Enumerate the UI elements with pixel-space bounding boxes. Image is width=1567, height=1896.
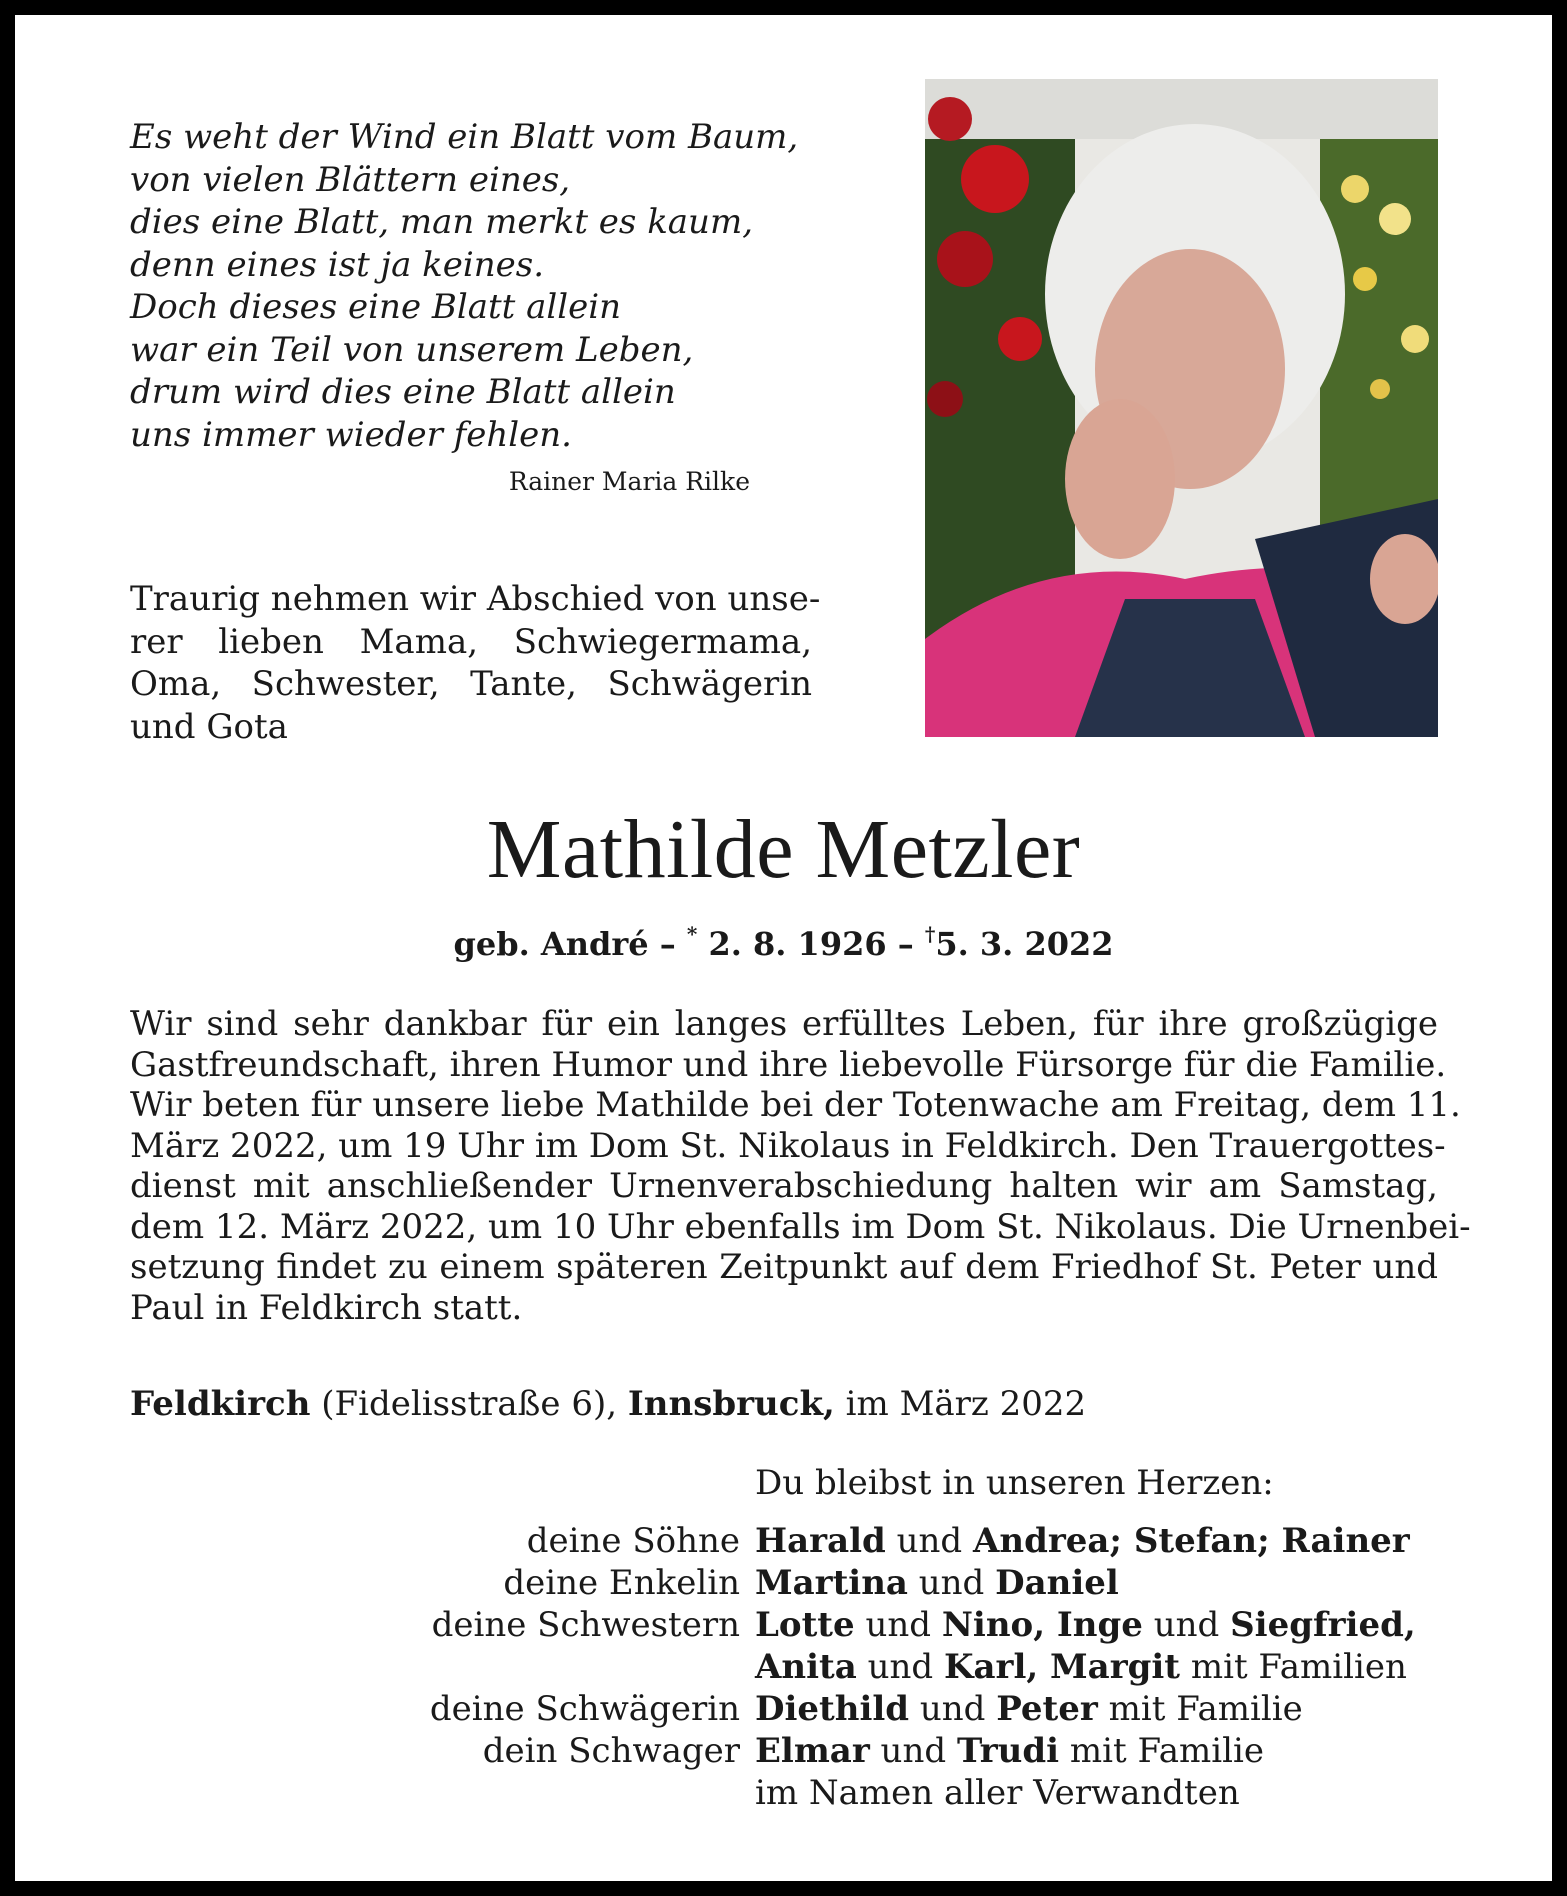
mourner-connector: mit Familie [1097,1689,1303,1729]
birth-death-dates [0,924,1567,964]
mourner-name: Nino, Inge [941,1605,1143,1645]
mourner-name: Peter [996,1689,1098,1729]
body-line: dienst mit anschließender Urnenverabschiedung halten wir am Samstag, [130,1166,1438,1206]
body-line: setzung findet zu einem späteren Zeitpunkt auf dem Friedhof St. Peter und [130,1247,1438,1287]
mourner-connector: und [869,1731,957,1771]
mourner-names [755,1604,1416,1646]
announcement-text [130,1004,1471,1328]
mourner-connector: mit Familie [1059,1731,1265,1771]
body-line: dem 12. März 2022, um 10 Uhr ebenfalls im Dom St. Nikolaus. Die Urnenbei- [130,1206,1471,1247]
mourner-name: Anita [755,1647,857,1687]
death-symbol: † [924,922,936,946]
month-year: im März 2022 [845,1384,1087,1424]
mourner-names [755,1688,1303,1730]
mourner-relation [380,1646,755,1688]
mourner-connector: und [909,1689,997,1729]
deceased-name: Mathilde Metzler [486,803,1081,896]
death-date: 5. 3. 2022 [935,925,1114,963]
mourner-names [755,1520,1410,1562]
farewell-greeting: Du bleibst in unseren Herzen: [755,1463,1274,1503]
mourner-names [755,1730,1264,1772]
body-line: Wir sind sehr dankbar für ein langes erfülltes Leben, für ihre großzügige [130,1004,1438,1044]
body-line: Gastfreundschaft, ihren Humor und ihre liebevolle Fürsorge für die Familie. [130,1044,1447,1085]
mourner-connector: und [854,1605,942,1645]
poem-line: uns immer wieder fehlen. [130,414,572,455]
mourner-row [380,1604,1440,1646]
mourner-connector: im Namen aller Verwandten [755,1773,1240,1813]
poem-line: Es weht der Wind ein Blatt vom Baum, [130,117,799,157]
body-line: März 2022, um 19 Uhr im Dom St. Nikolaus in Feldkirch. Den Trauergottes- [130,1125,1446,1166]
mourner-row [380,1688,1440,1730]
portrait-photo [925,79,1438,737]
mourner-connector: und [907,1563,996,1603]
poem-line: Doch dieses eine Blatt allein [130,287,622,327]
mourner-name: Karl, Margit [943,1647,1181,1687]
mourner-name: Diethild [755,1689,910,1729]
mourner-row [380,1520,1440,1562]
mourner-name: Elmar [755,1731,870,1771]
mourner-connector: mit Familien [1180,1647,1407,1687]
mourner-name: Siegfried, [1230,1605,1416,1645]
poem-line: denn eines ist ja keines. [130,244,545,285]
mourner-row [380,1562,1440,1604]
poem [130,116,799,502]
mourner-connector: und [856,1647,944,1687]
mourner-name: Lotte [755,1605,855,1645]
mourner-name: Harald [755,1521,886,1561]
poem-line: drum wird dies eine Blatt allein [130,372,676,412]
mourner-row [380,1646,1440,1688]
mourners-list [380,1520,1440,1814]
mourner-relation: deine Söhne [526,1521,740,1561]
address: (Fidelisstraße 6), [321,1384,618,1424]
intro-line: Traurig nehmen wir Abschied von unse- [130,579,821,619]
poem-line: dies eine Blatt, man merkt es kaum, [130,202,754,242]
intro-line: rer lieben Mama, Schwiegermama, [130,621,812,662]
birth-symbol: * [686,922,698,946]
mourner-name: Trudi [956,1731,1060,1771]
mourner-relation: dein Schwager [482,1731,740,1771]
birth-date: 2. 8. 1926 – [708,925,914,963]
place-date-line [130,1383,1438,1425]
poem-line: von vielen Blättern eines, [130,159,571,200]
mourner-name: Andrea; Stefan; Rainer [972,1521,1410,1561]
mourner-relation: deine Schwestern [431,1605,740,1645]
poem-line: war ein Teil von unserem Leben, [130,329,694,370]
maiden-name: geb. André – [453,925,676,963]
mourner-relation [380,1772,755,1814]
poem-author: Rainer Maria Rilke [508,467,750,496]
city-innsbruck: Innsbruck, [627,1384,835,1424]
mourner-name: Daniel [995,1563,1119,1603]
mourner-connector: und [885,1521,973,1561]
portrait-photo-image [925,79,1438,737]
body-line: Wir beten für unsere liebe Mathilde bei der Totenwache am Freitag, dem 11. [130,1085,1461,1125]
mourner-relation: deine Schwägerin [429,1689,740,1729]
body-line: Paul in Feldkirch statt. [130,1287,523,1328]
city-feldkirch: Feldkirch [130,1384,311,1424]
mourner-name: Martina [755,1563,908,1603]
mourner-names [755,1646,1407,1688]
mourner-relation: deine Enkelin [503,1563,740,1603]
mourner-row [380,1730,1440,1772]
mourner-connector: und [1142,1605,1231,1645]
intro-text [130,578,821,748]
mourner-names [755,1772,1240,1814]
mourner-names [755,1562,1119,1604]
intro-line: und Gota [130,706,288,747]
mourner-row [380,1772,1440,1814]
intro-line: Oma, Schwester, Tante, Schwägerin [130,664,812,704]
